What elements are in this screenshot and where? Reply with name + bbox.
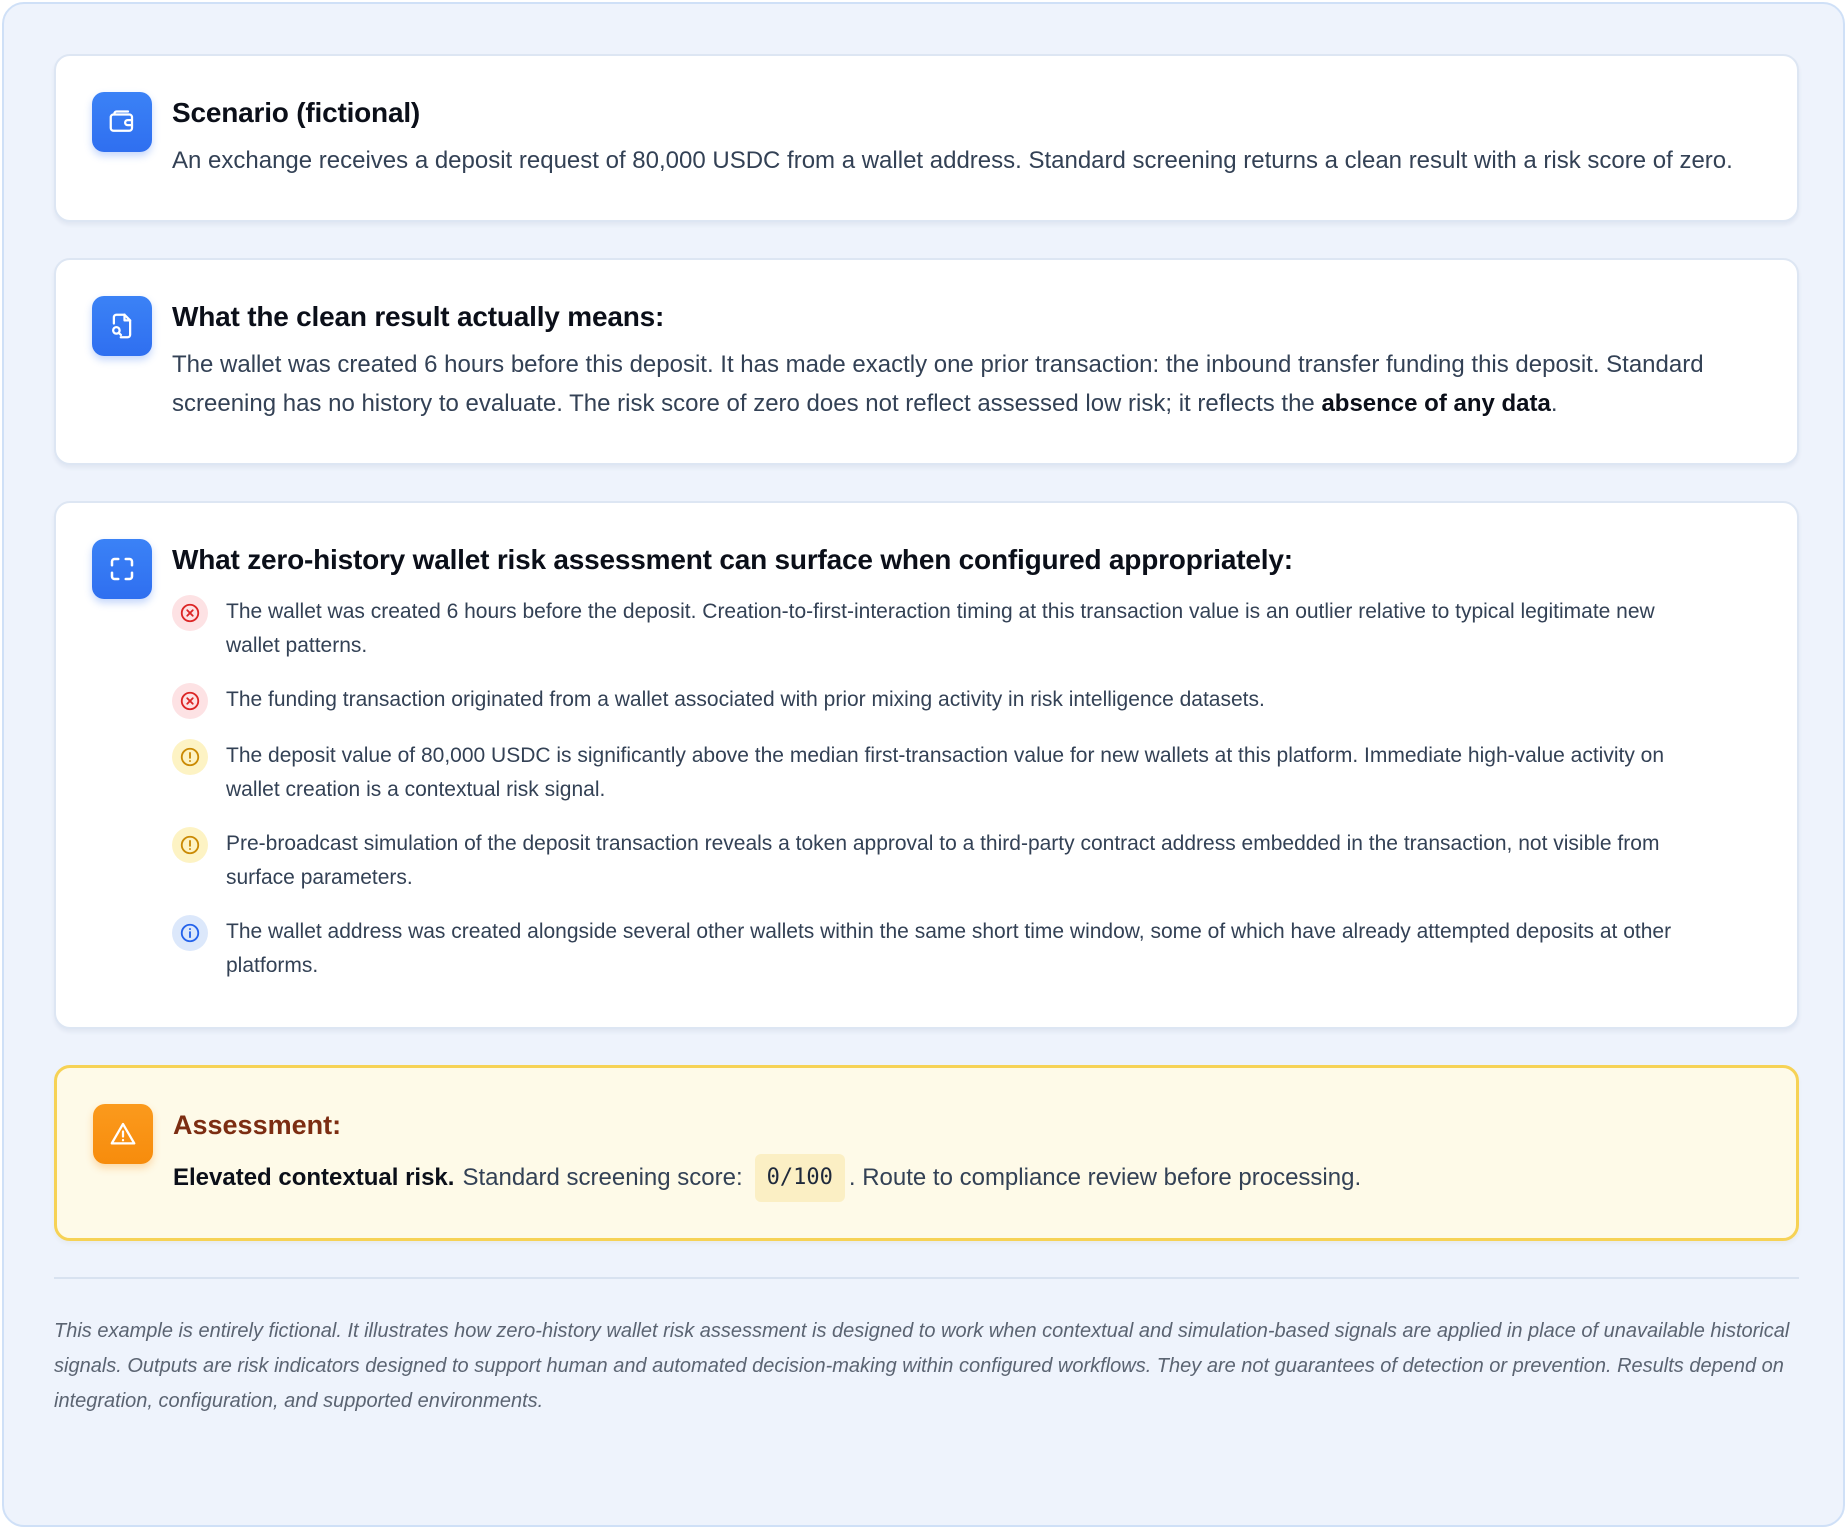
assessment-text-before: Standard screening score: (462, 1164, 743, 1191)
meaning-title: What the clean result actually means: (172, 301, 665, 332)
meaning-text-bold: absence of any data (1321, 390, 1551, 417)
signal-text: The wallet address was created alongside several other wallets within the same short time window, some of which have already attempted deposits at other platforms. (226, 920, 1672, 977)
assessment-card (54, 1065, 1799, 1241)
meaning-text-after: . (1550, 390, 1558, 417)
scenario-text: An exchange receives a deposit request of 80,000 USDC from a wallet address. Standard screening returns a clean result with a risk score of zero. (172, 147, 1733, 174)
info-circle-icon (172, 915, 208, 951)
scenario-title: Scenario (fictional) (172, 97, 421, 128)
assessment-title: Assessment: (173, 1110, 342, 1140)
scenario-card (54, 54, 1799, 222)
meaning-card (54, 258, 1799, 465)
signals-card (54, 501, 1799, 1029)
content (54, 54, 1799, 1419)
assessment-text (173, 1154, 1756, 1202)
x-circle-icon (172, 595, 208, 631)
signal-text: The funding transaction originated from a wallet associated with prior mixing activity in risk intelligence datasets. (226, 688, 1265, 711)
divider (54, 1277, 1799, 1279)
assessment-bold: Elevated contextual risk. (173, 1164, 455, 1191)
wallet-icon (92, 92, 152, 152)
signal-item (172, 683, 1757, 719)
warning-triangle-icon (93, 1104, 153, 1164)
signal-item (172, 595, 1757, 663)
signals-list (172, 595, 1757, 983)
signal-item (172, 827, 1757, 895)
meaning-text (172, 345, 1757, 423)
signals-title: What zero-history wallet risk assessment can surface when configured appropriately: (172, 544, 1293, 575)
signal-text: Pre-broadcast simulation of the deposit transaction reveals a token approval to a third-party contract address embedded in the transaction, not visible from surface parameters. (226, 832, 1660, 889)
x-circle-icon (172, 683, 208, 719)
file-search-icon (92, 296, 152, 356)
alert-circle-icon (172, 739, 208, 775)
signal-item (172, 915, 1757, 983)
assessment-text-after: . Route to compliance review before processing. (848, 1164, 1362, 1191)
alert-circle-icon (172, 827, 208, 863)
signal-text: The deposit value of 80,000 USDC is significantly above the median first-transaction value for new wallets at this platform. Immediate high-value activity on wallet creation is a contextual risk signal. (226, 744, 1665, 801)
disclaimer: This example is entirely fictional. It illustrates how zero-history wallet risk assessment is designed to work when contextual and simulation-based signals are applied in place of unavailable historical signals. Outputs are risk indicators designed to support human and automated decision-making within configured workflows. They are not guarantees of detection or prevention. Results depend on integration, configuration, and supported environments. (54, 1320, 1790, 1412)
signal-text: The wallet was created 6 hours before the deposit. Creation-to-first-interaction timing at this transaction value is an outlier relative to typical legitimate new wallet patterns. (226, 600, 1655, 657)
score-badge: 0/100 (755, 1154, 845, 1202)
meaning-text-before: The wallet was created 6 hours before this deposit. It has made exactly one prior transaction: the inbound transfer funding this deposit. Standard screening has no history to evaluate. The risk score of zero does not reflect assessed low risk; it reflects the (172, 351, 1704, 417)
signal-item (172, 739, 1757, 807)
scan-icon (92, 539, 152, 599)
page-frame (2, 2, 1845, 1527)
